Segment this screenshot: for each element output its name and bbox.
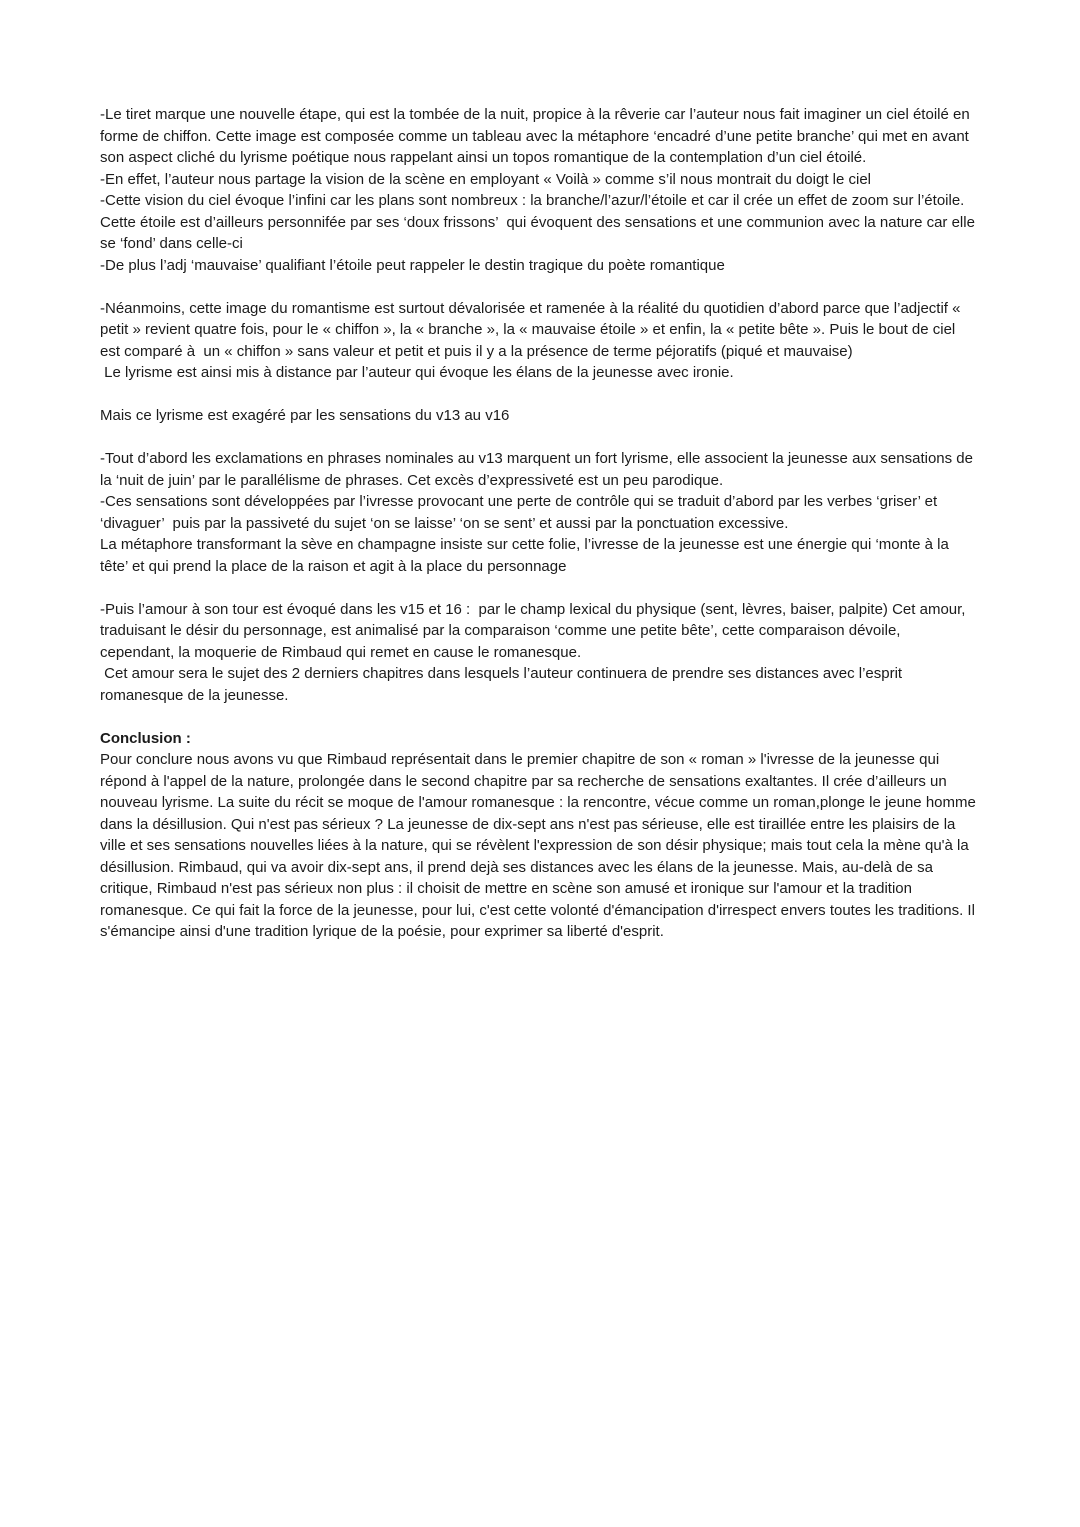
blank-line xyxy=(100,706,978,728)
paragraph-neanmoins: -Néanmoins, cette image du romantisme est surtout dévalorisée et ramenée à la réalité du quotidien d’abord parce que l’adjectif « petit » revient quatre fois, pour le « chiffon », la « branche », la « mauvaise étoile » et enfin, la « petite bête ». Puis le bout de ciel est comparé à un « chiffon » sans valeur et petit et puis il y a la présence de terme péjoratifs (piqué et mauvaise) xyxy=(100,299,965,360)
paragraph-ces-sensations: -Ces sensations sont développées par l’ivresse provocant une perte de contrôle qui se traduit d’abord par les verbes ‘griser’ et ‘divaguer’ puis par la passiveté du sujet ‘on se laisse’ ‘on se sent’ et aussi par la ponctuation excessive. xyxy=(100,493,942,532)
paragraph-cet-amour: Cet amour sera le sujet des 2 derniers chapitres dans lesquels l’auteur continuera de prendre ses distances avec l’esprit romanesque de la jeunesse. xyxy=(100,665,907,704)
paragraph-transition-lyrisme: Mais ce lyrisme est exagéré par les sensations du v13 au v16 xyxy=(100,407,510,424)
paragraph-le-tiret: -Le tiret marque une nouvelle étape, qui est la tombée de la nuit, propice à la rêverie car l’auteur nous fait imaginer un ciel étoilé en forme de chiffon. Cette image est composée comme un tableau avec la métaphore ‘encadré d’une petite branche’ qui met en avant son aspect cliché du lyrisme poétique nous rappelant ainsi un topos romantique de la contemplation d’un ciel étoilé. xyxy=(100,106,974,166)
blank-line xyxy=(100,577,978,599)
conclusion-heading: Conclusion : xyxy=(100,729,191,747)
paragraph-puis-lamour: -Puis l’amour à son tour est évoqué dans les v15 et 16 : par le champ lexical du physique (sent, lèvres, baiser, palpite) Cet amour, traduisant le désir du personnage, est animalisé par la comparaison ‘comme une petite bête’, cette comparaison dévoile, cependant, la moquerie de Rimbaud qui remet en cause le romanesque. xyxy=(100,600,970,661)
document-content xyxy=(100,104,981,943)
blank-line xyxy=(100,276,978,298)
paragraph-la-metaphore: La métaphore transformant la sève en champagne insiste sur cette folie, l’ivresse de la jeunesse est une énergie qui ‘monte à la tête’ et qui prend la place de la raison et agit à la place du personnage xyxy=(100,536,953,575)
paragraph-tout-dabord: -Tout d’abord les exclamations en phrases nominales au v13 marquent un fort lyrisme, elle associent la jeunesse aux sensations de la ‘nuit de juin’ par le parallélisme de phrases. Cet excès d’expressiveté est un peu parodique. xyxy=(100,450,978,489)
paragraph-conclusion: Pour conclure nous avons vu que Rimbaud représentait dans le premier chapitre de son « roman » l'ivresse de la jeunesse qui répond à l'appel de la nature, prolongée dans le second chapitre par sa recherche de sensations exaltantes. Il crée d’ailleurs un nouveau lyrisme. La suite du récit se moque de l'amour romanesque : la rencontre, vécue comme un roman,plonge le jeune homme dans la désillusion. Qui n'est pas sérieux ? La jeunesse de dix-sept ans n'est pas sérieuse, elle est tiraillée entre les plaisirs de la ville et ses sensations nouvelles liées à la nature, qui se révèlent l'expression de son désir physique; mais tout cela la mène qu'à la désillusion. Rimbaud, qui va avoir dix-sept ans, il prend dejà ses distances avec les élans de la jeunesse. Mais, au-delà de sa critique, Rimbaud n'est pas sérieux non plus : il choisit de mettre en scène son amusé et ironique sur l'amour et la tradition romanesque. Ce qui fait la force de la jeunesse, pour lui, c'est cette volonté d'émancipation d'irrespect envers toutes les traditions. Il s'émancipe ainsi d'une tradition lyrique de la poésie, pour exprimer sa liberté d'esprit. xyxy=(100,751,981,940)
paragraph-cette-vision: -Cette vision du ciel évoque l’infini car les plans sont nombreux : la branche/l’azur/l’étoile et car il crée un effet de zoom sur l’étoile. Cette étoile est d’ailleurs personnifée par ses ‘doux frissons’ qui évoquent des sensations et une communion avec la nature car elle se ‘fond’ dans celle-ci xyxy=(100,192,980,252)
blank-line xyxy=(100,427,978,449)
blank-line xyxy=(100,384,978,406)
paragraph-le-lyrisme: Le lyrisme est ainsi mis à distance par l’auteur qui évoque les élans de la jeunesse avec ironie. xyxy=(100,364,734,381)
paragraph-de-plus: -De plus l’adj ‘mauvaise’ qualifiant l’étoile peut rappeler le destin tragique du poète romantique xyxy=(100,256,725,274)
paragraph-en-effet: -En effet, l’auteur nous partage la vision de la scène en employant « Voilà » comme s’il nous montrait du doigt le ciel xyxy=(100,170,871,188)
